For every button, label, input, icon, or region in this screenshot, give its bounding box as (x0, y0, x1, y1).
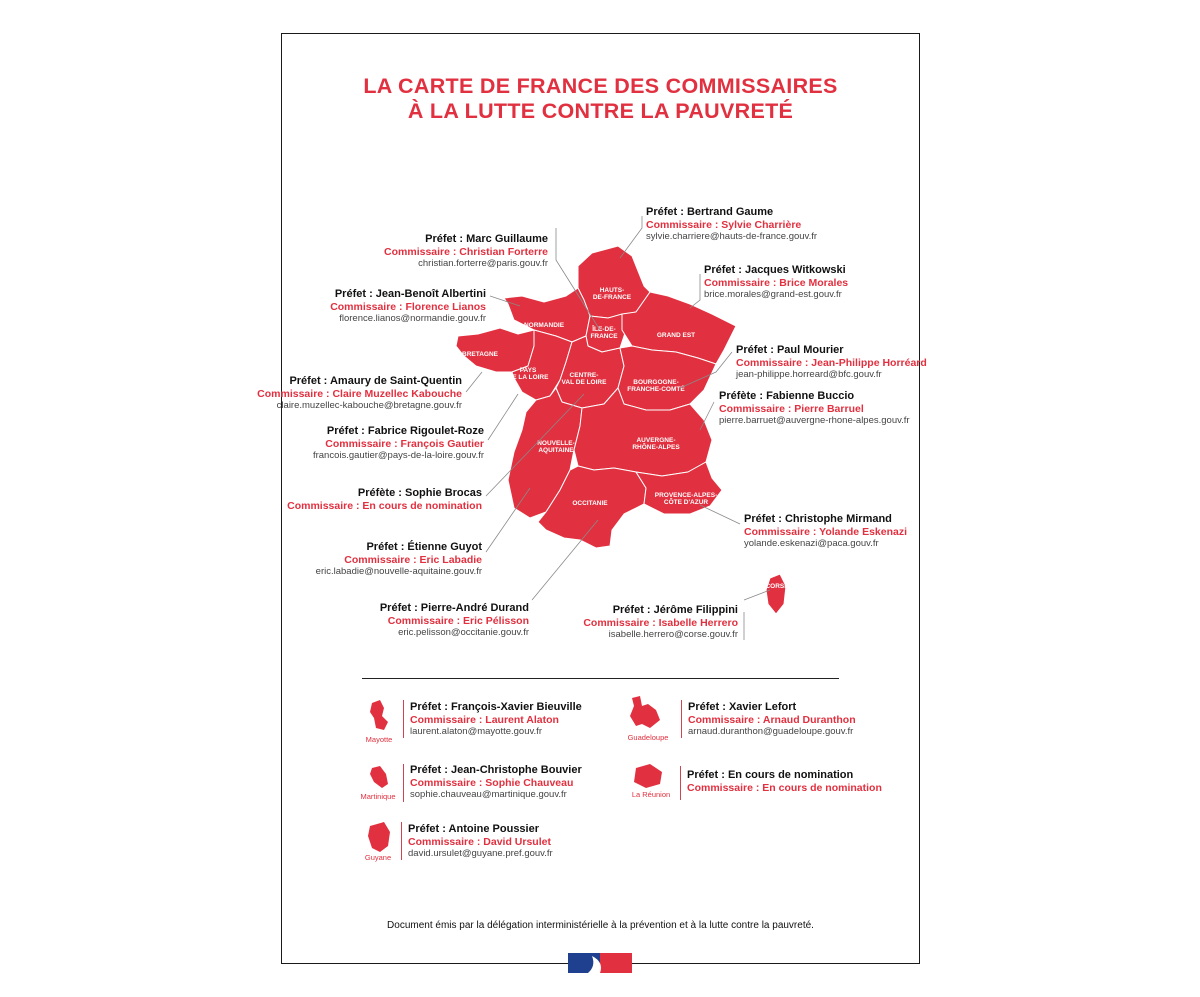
prefet-name: Préfet : Étienne Guyot (366, 541, 482, 553)
commissaire-name: Commissaire : Isabelle Herrero (583, 616, 738, 629)
email-link[interactable]: eric.labadie@nouvelle-aquitaine.gouv.fr (315, 566, 482, 577)
entry-paris (384, 233, 548, 271)
commissaire-name: Commissaire : David Ursulet (408, 835, 551, 848)
commissaire-name: Commissaire : Sylvie Charrière (646, 218, 802, 231)
leader-grand-est (690, 274, 700, 308)
guyane-shape (368, 822, 390, 852)
reunion-bar (680, 766, 681, 800)
guyane-bar (401, 822, 402, 860)
label-na-2: AQUITAINE (538, 447, 574, 454)
label-grand-est: GRAND EST (656, 332, 696, 339)
martinique-label: Martinique (360, 792, 396, 801)
email-link[interactable]: sylvie.charriere@hauts-de-france.gouv.fr (646, 231, 818, 242)
label-bfc-1: BOURGOGNE- (633, 379, 679, 386)
prefet-name: Préfet : Pierre-André Durand (379, 602, 529, 614)
label-pdl-2: DE LA LOIRE (507, 374, 549, 381)
commissaire-name: Commissaire : Eric Pélisson (387, 614, 529, 627)
prefet-name: Préfet : Amaury de Saint-Quentin (289, 375, 462, 387)
commissaire-name: Commissaire : Jean-Philippe Horréard (736, 356, 927, 369)
commissaire-name: Commissaire : Yolande Eskenazi (744, 525, 908, 538)
title-line-2: À LA LUTTE CONTRE LA PAUVRETÉ (407, 99, 794, 123)
commissaire-name: Commissaire : Sophie Chauveau (410, 776, 574, 789)
prefet-name: Préfet : Jean-Benoît Albertini (334, 288, 486, 300)
commissaire-name: Commissaire : Arnaud Duranthon (688, 713, 856, 726)
section-divider (362, 678, 839, 679)
entry-martinique (410, 764, 582, 802)
label-corse: CORSE (765, 583, 789, 590)
leader-na (486, 488, 530, 552)
label-paca-1: PROVENCE-ALPES- (654, 492, 718, 499)
commissaire-name: Commissaire : En cours de nomination (687, 781, 882, 794)
guadeloupe-label: Guadeloupe (627, 733, 669, 742)
email-link[interactable]: yolande.eskenazi@paca.gouv.fr (744, 538, 879, 549)
republique-logo (568, 953, 632, 973)
label-paca-2: CÔTE D'AZUR (663, 499, 709, 506)
prefet-name: Préfet : Jean-Christophe Bouvier (410, 764, 582, 776)
label-ara-1: AUVERGNE- (636, 437, 676, 444)
entry-normandie (330, 288, 486, 326)
region-corse (766, 574, 786, 614)
prefet-name: Préfète : Sophie Brocas (357, 487, 482, 499)
label-bfc-2: FRANCHE-COMTÉ (627, 386, 685, 393)
entry-bfc (736, 344, 927, 382)
entry-occitanie (380, 602, 529, 640)
entry-centre (287, 487, 482, 512)
label-normandie: NORMANDIE (523, 322, 565, 329)
email-link[interactable]: jean-philippe.horreard@bfc.gouv.fr (736, 369, 882, 380)
commissaire-name: Commissaire : Claire Muzellec Kabouche (257, 387, 462, 400)
prefet-name: Préfète : Fabienne Buccio (719, 390, 855, 402)
label-na-1: NOUVELLE- (537, 440, 575, 447)
label-occitanie: OCCITANIE (572, 500, 608, 507)
leader-bretagne (466, 372, 482, 392)
label-pdl-1: PAYS (519, 367, 537, 374)
label-cvl-1: CENTRE- (569, 372, 599, 379)
label-bretagne: BRETAGNE (462, 351, 498, 358)
entry-pays-de-la-loire (313, 425, 484, 463)
email-link[interactable]: david.ursulet@guyane.pref.gouv.fr (408, 848, 553, 859)
email-link[interactable]: brice.morales@grand-est.gouv.fr (704, 289, 842, 300)
commissaire-name: Commissaire : Florence Lianos (330, 300, 486, 313)
prefet-name: Préfet : Marc Guillaume (425, 233, 548, 245)
entry-reunion (687, 769, 882, 794)
entry-corse (583, 604, 738, 642)
martinique-shape (370, 766, 388, 788)
entry-bretagne (257, 375, 462, 413)
commissaire-name: Commissaire : Eric Labadie (344, 553, 482, 566)
commissaire-name: Commissaire : Christian Forterre (384, 245, 548, 258)
label-ara-2: RHÔNE-ALPES (632, 444, 680, 451)
entry-paca (744, 513, 907, 551)
guadeloupe-shape (630, 696, 660, 728)
email-link[interactable]: francois.gautier@pays-de-la-loire.gouv.fr (312, 450, 484, 461)
entry-guyane (408, 823, 553, 861)
guyane-label: Guyane (364, 853, 392, 862)
leader-corse (744, 590, 770, 640)
email-link[interactable]: laurent.alaton@mayotte.gouv.fr (410, 726, 542, 737)
commissaire-name: Commissaire : Brice Morales (704, 276, 849, 289)
leader-ara (700, 402, 714, 430)
prefet-name: Préfet : Xavier Lefort (688, 701, 797, 713)
prefet-name: Préfet : Jérôme Filippini (612, 604, 738, 616)
commissaire-name: Commissaire : En cours de nomination (287, 499, 482, 512)
email-link[interactable]: florence.lianos@normandie.gouv.fr (339, 313, 486, 324)
mayotte-label: Mayotte (365, 735, 393, 744)
entry-nouvelle-aquitaine (316, 541, 482, 579)
prefet-name: Préfet : Christophe Mirmand (744, 513, 892, 525)
prefet-name: Préfet : François-Xavier Bieuville (410, 701, 582, 713)
mayotte-bar (403, 700, 404, 738)
label-hdf-2: DE-FRANCE (592, 294, 632, 301)
entry-grand-est (704, 264, 848, 302)
region-bretagne (456, 328, 534, 372)
prefet-name: Préfet : Jacques Witkowski (704, 264, 846, 276)
reunion-shape (634, 764, 662, 788)
prefet-name: Préfet : Bertrand Gaume (646, 206, 774, 218)
label-idf-1: ÎLE-DE- (592, 326, 616, 333)
prefet-name: Préfet : En cours de nomination (687, 769, 854, 781)
title-line-1: LA CARTE DE FRANCE DES COMMISSAIRES (363, 74, 838, 98)
prefet-name: Préfet : Antoine Poussier (408, 823, 540, 835)
commissaire-name: Commissaire : François Gautier (325, 437, 484, 450)
prefet-name: Préfet : Fabrice Rigoulet-Roze (326, 425, 484, 437)
guadeloupe-bar (681, 700, 682, 738)
leader-paca (700, 505, 740, 524)
email-link[interactable]: claire.muzellec-kabouche@bretagne.gouv.fr (276, 400, 462, 411)
leader-pdl (488, 394, 518, 440)
prefet-name: Préfet : Paul Mourier (736, 344, 844, 356)
commissaire-name: Commissaire : Pierre Barruel (719, 402, 864, 415)
entry-ara (719, 390, 910, 428)
label-cvl-2: VAL DE LOIRE (561, 379, 607, 386)
email-link[interactable]: arnaud.duranthon@guadeloupe.gouv.fr (688, 726, 854, 737)
email-link[interactable]: pierre.barruet@auvergne-rhone-alpes.gouv.fr (719, 415, 910, 426)
email-link[interactable]: christian.forterre@paris.gouv.fr (418, 258, 548, 269)
email-link[interactable]: sophie.chauveau@martinique.gouv.fr (410, 789, 567, 800)
commissaire-name: Commissaire : Laurent Alaton (410, 713, 559, 726)
entry-mayotte (410, 701, 582, 739)
label-hdf-1: HAUTS- (599, 287, 625, 294)
reunion-label: La Réunion (631, 790, 671, 799)
email-link[interactable]: eric.pelisson@occitanie.gouv.fr (398, 627, 529, 638)
martinique-bar (403, 764, 404, 802)
entry-hauts-de-france (646, 206, 817, 244)
label-idf-2: FRANCE (590, 333, 618, 340)
footer-note: Document émis par la délégation interministérielle à la prévention et à la lutte contre la pauvreté. (387, 920, 814, 931)
entry-guadeloupe (688, 701, 856, 739)
mayotte-shape (370, 700, 388, 730)
email-link[interactable]: isabelle.herrero@corse.gouv.fr (608, 629, 738, 640)
